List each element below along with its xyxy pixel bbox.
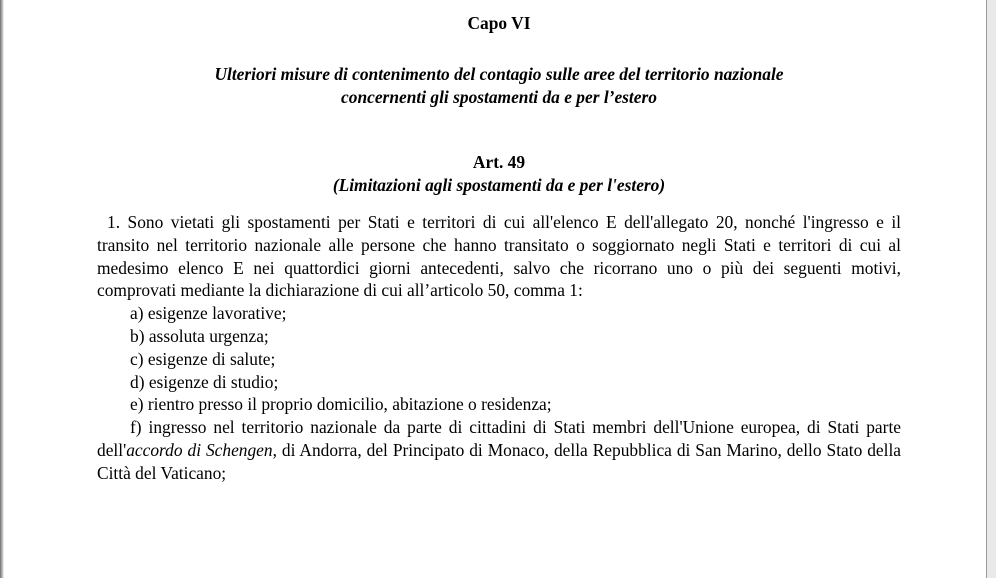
list-item-f-text-end: , di Andorra, del Principato di Monaco, della Repubblica di San Marino, dello Stato della Città del Vaticano; (97, 439, 902, 483)
list-item-e: e) rientro presso il proprio domicilio, abitazione o residenza; (130, 394, 552, 415)
chapter-title: Capo VI (467, 13, 531, 33)
list-item-f (97, 416, 901, 484)
viewer-background (987, 0, 996, 578)
list-item-b: b) assoluta urgenza; (130, 325, 269, 346)
paragraph-comma-1: 1. Sono vietati gli spostamenti per Stati e territori di cui all'elenco E dell'allegato 20, nonché l'ingresso e il transito nel territorio nazionale alle persone che hanno transitato o soggiornato negli Stati e territori di cui al medesimo elenco E nei quattordici giorni antecedenti, salvo che ricorrano uno o più dei seguenti motivi, comprovati mediante la dichiarazione di cui all’articolo 50, comma 1: (97, 211, 901, 301)
list-item-d: d) esigenze di studio; (130, 371, 279, 392)
viewer-left-edge (0, 0, 4, 578)
chapter-subtitle-line-1: Ulteriori misure di contenimento del contagio sulle aree del territorio nazionale (214, 63, 784, 84)
list-item-c: c) esigenze di salute; (130, 348, 276, 369)
document-page (97, 10, 901, 485)
article-title: (Limitazioni agli spostamenti da e per l'estero) (332, 175, 666, 196)
list-item-f-text-start: f) ingresso nel territorio nazionale da parte di cittadini di Stati membri dell'Unione europea, di Stati parte dell' (97, 417, 901, 460)
chapter-subtitle (97, 63, 901, 109)
list-item-f-italic: accordo di Schengen (126, 439, 273, 460)
chapter-subtitle-line-2: concernenti gli spostamenti da e per l’estero (341, 86, 657, 107)
list-item-a: a) esigenze lavorative; (130, 303, 287, 324)
article-number: Art. 49 (472, 152, 526, 173)
